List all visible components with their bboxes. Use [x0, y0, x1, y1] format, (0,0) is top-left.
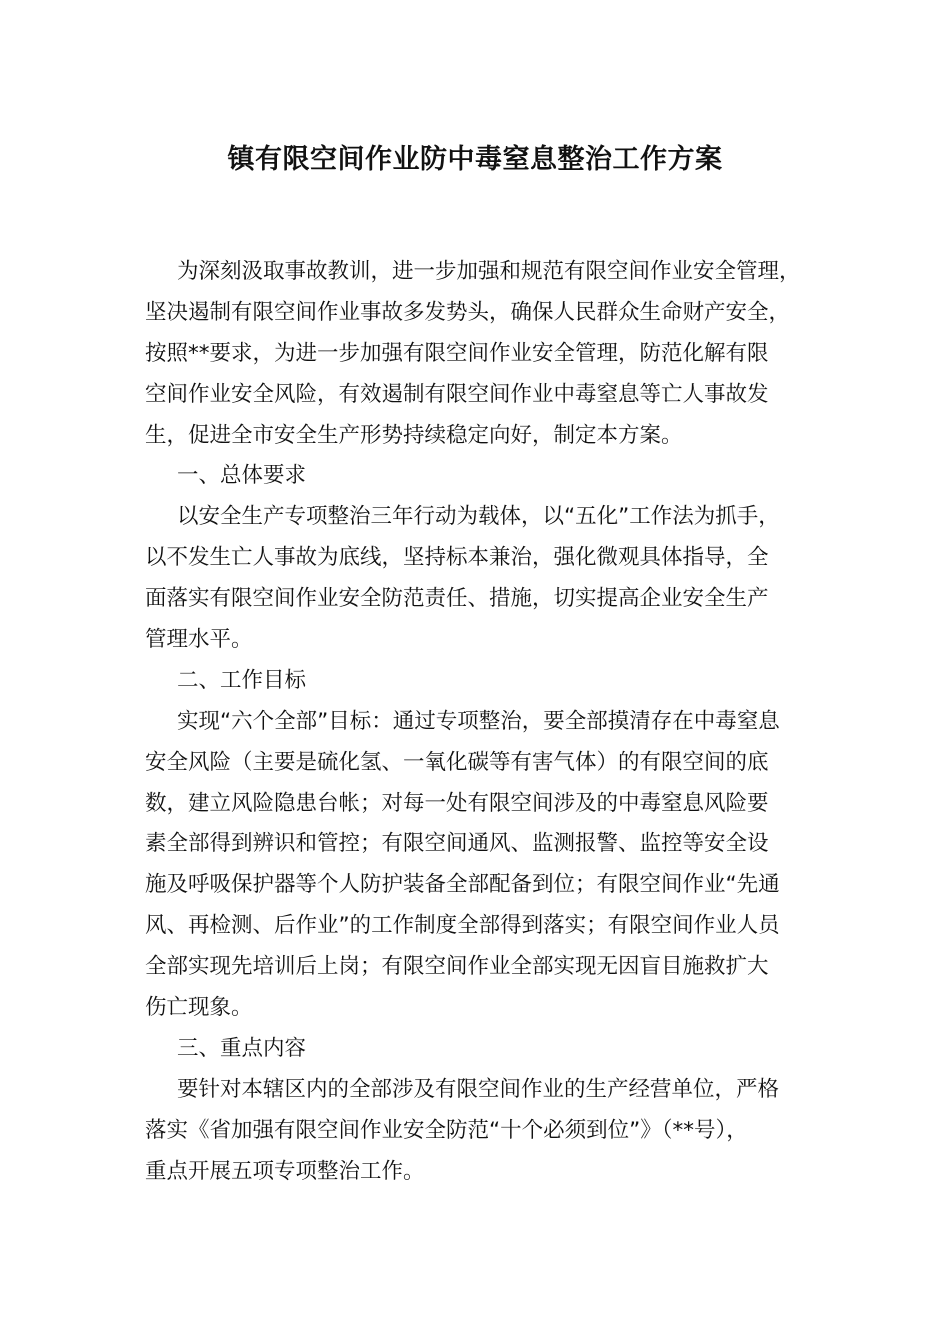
- paragraph-line: 为深刻汲取事故教训，进一步加强和规范有限空间作业安全管理，: [177, 259, 801, 284]
- paragraph-line: 落实《省加强有限空间作业安全防范“十个必须到位”》（**号），: [145, 1117, 748, 1143]
- section-heading: 三、重点内容: [177, 1035, 307, 1061]
- paragraph-line: 实现“六个全部”目标：通过专项整治，要全部摸清存在中毒窒息: [177, 708, 780, 734]
- paragraph-line: 数，建立风险隐患台帐；对每一处有限空间涉及的中毒窒息风险要: [145, 790, 769, 816]
- paragraph-line: 要针对本辖区内的全部涉及有限空间作业的生产经营单位，严格: [177, 1076, 780, 1102]
- paragraph-line: 素全部得到辨识和管控；有限空间通风、监测报警、监控等安全设: [145, 831, 769, 857]
- paragraph-line: 风、再检测、后作业”的工作制度全部得到落实；有限空间作业人员: [145, 913, 780, 939]
- paragraph-line: 以安全生产专项整治三年行动为载体，以“五化”工作法为抓手，: [177, 504, 780, 530]
- paragraph-line: 坚决遏制有限空间作业事故多发势头，确保人民群众生命财产安全，: [145, 299, 791, 325]
- paragraph-line: 安全风险（主要是硫化氢、一氧化碳等有害气体）的有限空间的底: [145, 749, 769, 775]
- paragraph-line: 空间作业安全风险，有效遏制有限空间作业中毒窒息等亡人事故发: [145, 381, 769, 407]
- paragraph-line: 面落实有限空间作业安全防范责任、措施，切实提高企业安全生产: [145, 586, 769, 612]
- paragraph-line: 管理水平。: [145, 627, 253, 653]
- document-body: [145, 252, 825, 1192]
- paragraph-line: 重点开展五项专项整治工作。: [145, 1158, 425, 1184]
- section-heading: 二、工作目标: [177, 667, 307, 693]
- document-title: 镇有限空间作业防中毒窒息整治工作方案: [227, 144, 723, 175]
- paragraph-line: 以不发生亡人事故为底线，坚持标本兼治，强化微观具体指导，全: [145, 545, 769, 571]
- paragraph-line: 施及呼吸保护器等个人防护装备全部配备到位；有限空间作业“先通: [145, 872, 780, 898]
- paragraph-line: 全部实现先培训后上岗；有限空间作业全部实现无因盲目施救扩大: [145, 954, 769, 980]
- paragraph-line: 生，促进全市安全生产形势持续稳定向好，制定本方案。: [145, 422, 683, 448]
- section-heading: 一、总体要求: [177, 463, 307, 489]
- paragraph-line: 伤亡现象。: [145, 995, 253, 1021]
- paragraph-line: 按照**要求，为进一步加强有限空间作业安全管理，防范化解有限: [145, 340, 769, 366]
